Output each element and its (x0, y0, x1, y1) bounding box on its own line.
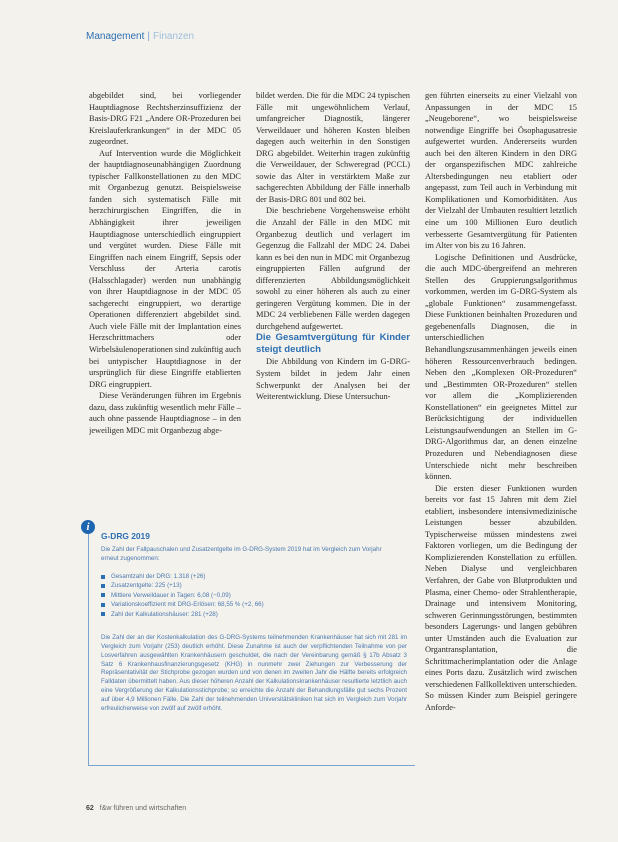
article-column-3 (425, 90, 577, 810)
page-number: 62 (86, 805, 94, 812)
list-item-text: Mittlere Verweildauer in Tagen: 6,08 (−0,09) (111, 591, 231, 599)
section-subhead: Die Gesamtvergütung für Kinder steigt deutlich (256, 332, 410, 356)
info-box-body: Die Zahl der an der Kostenkalkulation des G-DRG-Systems teilnehmenden Krankenhäuser hat sich mit 281 im Vergleich zum Vorjahr (253) deutlich erhöht. Diese Zunahme ist auch der verpflichtenden Teilnahme von per Losverfahren ausgewählten Krankenhäusern geschuldet, die nach der Vereinbarung gemäß § 17b Absatz 3 Satz 6 Krankenhausfinanzierungsgesetz (KHG) in nunmehr zwei Ziehungen zur Verbesserung der Repräsentativität der Stichprobe gezogen wurden und von denen im zweiten Jahr die Hälfte bereits erfolgreich Falldaten übermittelt haben. Aus dieser höheren Anzahl der Kalkulationskrankenhäuser resultierte letztlich auch eine Vergrößerung der Kalkulationsstichprobe; so erreichte die Anzahl der Behandlungsfälle gut sechs Prozent auf über 4,9 Millionen Fälle. Die Zahl der teilnehmenden Universitätskliniken hat sich im Vergleich zum Vorjahr erfreulicherweise von zwölf auf zwölf erhöht. (101, 634, 407, 712)
list-item (101, 600, 264, 609)
square-bullet-icon (101, 575, 105, 579)
square-bullet-icon (101, 593, 105, 597)
list-item-text: Zusatzentgelte: 225 (+13) (111, 582, 182, 590)
paragraph: Die beschriebene Vorgehensweise erhöht die Anzahl der Fälle in den MDC mit Organbezug deutlich und verlagert im Gegenzug die Fallzahl der MDC 24. Dabei kann es bei den nun in MDC mit Organbezug eingruppierten Fällen aufgrund der differenzierten Abbildungsmöglichkeit sowohl zu einer höheren als auch zu einer geringeren Vergütung kommen. Die in der MDC 24 verbliebenen Fälle werden dagegen durchgehend aufgewertet. (256, 206, 410, 331)
section-tag (86, 31, 194, 42)
info-box-title: G-DRG 2019 (101, 531, 150, 541)
list-item-text: Gesamtzahl der DRG: 1.318 (+26) (111, 573, 206, 580)
paragraph: gen führten einerseits zu einer Vielzahl von Anpassungen in der MDC 15 „Neugeborene“, wo beispielsweise notwendige Eingriffe bei Ösophagusatresie aufgewertet wurden. Andererseits wurden auch bei den älteren Kindern in den DRG der organspezifischen MDC zahlreiche Altersbedingungen neu etabliert oder angepasst, zum Teil auch in Verbindung mit Komplikationen und Komorbiditäten. Aus der Vielzahl der Umbauten resultiert letztlich eine um 100 Millionen Euro deutlich verbesserte Gesamtvergütung für Patienten im Alter von bis zu 16 Jahren. (425, 91, 577, 251)
info-box (88, 527, 415, 766)
info-box-intro: Die Zahl der Fallpauschalen und Zusatzentgelte im G-DRG-System 2019 hat im Vergleich zum Vorjahr erneut zugenommen: (101, 546, 382, 562)
info-box-list (101, 572, 264, 619)
square-bullet-icon (101, 603, 105, 607)
article-column-2 (256, 90, 410, 464)
info-icon: i (81, 520, 95, 534)
paragraph: Die ersten dieser Funktionen wurden bereits vor fast 15 Jahren mit dem Ziel etabliert, insbesondere intensivmedizinische Leistungen besser abzubilden. Typischerweise müssen mindestens zwei Faktoren vorliegen, um die Bedingung der Komplizierenden Konstellation zu erfüllen. Neben Dialyse und vergleichbaren Verfahren, der Gabe von Blutprodukten und Plasma, einer Chemo- oder Strahlentherapie, Drainage und intensivem Monitoring, schweren Gerinnungsstörungen, bestimmten besonders Lagerungs- und langen gebühren unter Umständen auch die Evaluation zur Organtransplantation, die Schrittmacherimplantation oder die Anlage eines Ports dazu. Zusätzlich wird zwischen verschiedenen Fallkollektiven unterschieden. So müssen Kinder zum Beispiel geringere Anforde- (425, 483, 577, 712)
paragraph: bildet werden. Die für die MDC 24 typischen Fälle mit ungewöhnlichem Verlauf, umfangreicher Diagnostik, längerer Verweildauer und höheren Kosten bleiben dagegen auch weiterhin in den Sonstigen DRG abgebildet. Weiterhin tragen zukünftig die Verweildauer, der Schweregrad (PCCL) sowie das Alter in verstärktem Maße zur sachgerechten Abbildung der Fälle innerhalb der Basis-DRG 801 und 802 bei. (256, 91, 410, 204)
paragraph: Diese Veränderungen führen im Ergebnis dazu, dass zukünftig wesentlich mehr Fälle – auch ohne passende Hauptdiagnose – in den jeweiligen MDC mit Organbezug abge- (89, 391, 241, 435)
paragraph: Die Abbildung von Kindern im G-DRG-System bildet in jedem Jahr einen Schwerpunkt der Analysen bei der Weiterentwicklung. Diese Untersuchun- (256, 357, 410, 402)
paragraph: abgebildet sind, bei vorliegender Hauptdiagnose Rechtsherzinsuffizienz der Basis-DRG F21 „Andere OR-Prozeduren bei Kreislauferkrankungen“ in der MDC 05 zugeordnet. (89, 91, 241, 147)
list-item-text: Variationskoeffizient mit DRG-Erlösen: 68,55 % (+2, 66) (111, 601, 264, 609)
article-column-1 (89, 90, 241, 480)
paragraph: Logische Definitionen und Ausdrücke, die auch MDC-übergreifend an mehreren Stellen des Gruppierungsalgorithmus vorkommen, werden im G-DRG-System als „globale Funktionen“ zusammengefasst. Diese Funktionen beinhalten Prozeduren und gegebenenfalls Diagnosen, die in unterschiedlichen Behandlungszusammenhängen jeweils einen höheren Ressourcenverbrauch bedingen. Neben den „Komplexen OR-Prozeduren“ und „Bestimmten OR-Prozeduren“ stellen vor allem die „Komplizierenden Konstellationen“ ein geeignetes Mittel zur Berücksichtigung der individuellen Leistungsaufwendungen an Stellen im G-DRG-Algorithmus dar, an denen einzelne Prozeduren und Nebendiagnosen diese Unterschiede nicht mehr beschreiben können. (425, 252, 577, 482)
page-footer (86, 805, 186, 812)
paragraph: Auf Intervention wurde die Möglichkeit der hauptdiagnoseunabhängigen Zuordnung typischer Fallkonstellationen zu den MDC mit Organbezug genutzt. Beispielsweise fanden sich systematisch Fälle mit herzchirurgischen Eingriffen, die in Abhängigkeit ihrer jeweiligen Hauptdiagnose unterschiedlich eingruppiert und vergütet wurden. Diese Fälle mit Eingriffen nach einem Eingriff, Sepsis oder Verschluss der Arteria carotis (Halsschlagader) werden nun unabhängig von ihrer Hauptdiagnose in der MDC 05 sachgerecht eingruppiert, wo derartige Operationen differenziert abgebildet sind. Auch viele Fälle mit der Implantation eines Herzschrittmachers oder Wirbelsäulenoperationen sind zukünftig auch bei untypischer Hauptdiagnose in der ursprünglich für diese Eingriffe etablierten DRG eingruppiert. (89, 148, 241, 389)
square-bullet-icon (101, 584, 105, 588)
square-bullet-icon (101, 612, 105, 616)
section-label: Management (86, 31, 145, 42)
list-item (101, 581, 264, 590)
list-item (101, 610, 264, 619)
section-separator: | (147, 31, 150, 42)
subsection-label: Finanzen (152, 31, 195, 42)
list-item-text: Zahl der Kalkulationshäuser: 281 (+28) (111, 610, 218, 618)
magazine-name: f&w führen und wirtschaften (99, 805, 187, 812)
list-item (101, 572, 264, 581)
list-item (101, 591, 264, 600)
